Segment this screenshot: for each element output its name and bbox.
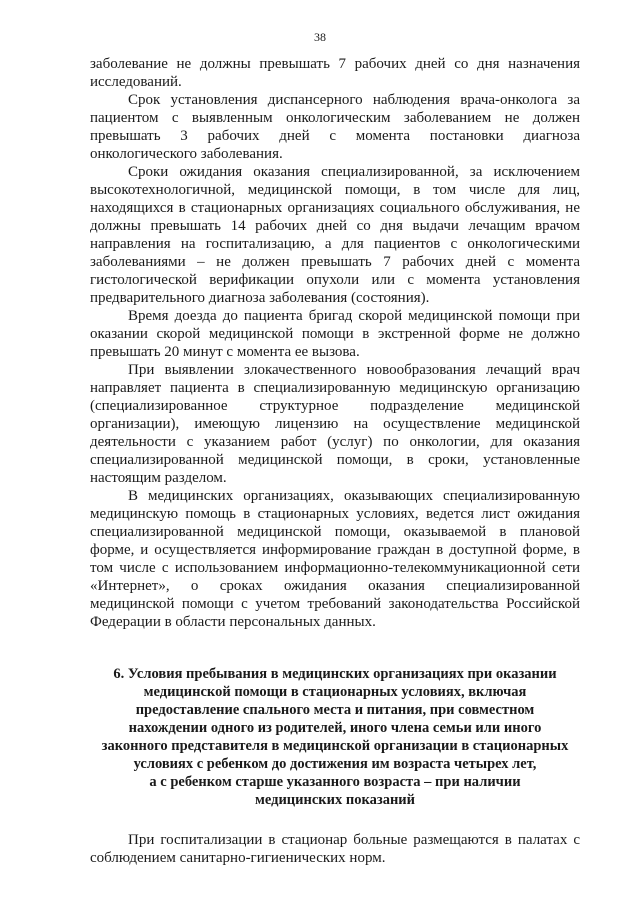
text-line: заболеваниями – не должен превышать 7 рабочих дней с момента: [90, 254, 580, 270]
paragraph: [90, 307, 580, 361]
text-line: (специализированное структурное подразделение медицинской: [90, 398, 580, 414]
paragraph: [90, 361, 580, 487]
text-line: настоящим разделом.: [90, 470, 227, 486]
text-line: Срок установления диспансерного наблюдения врача-онколога за: [128, 92, 580, 108]
text-line: специализированной медицинской помощи, оказываемой в плановой: [90, 524, 580, 540]
text-line: том числе с использованием информационно-телекоммуникационной сети: [90, 560, 580, 576]
heading-line: условиях с ребенком до достижения им возраста четырех лет,: [133, 756, 537, 772]
heading-line: предоставление спального места и питания, при совместном: [135, 702, 535, 718]
text-line: деятельности с указанием работ (услуг) по онкологии, для оказания: [90, 434, 580, 450]
text-line: «Интернет», о сроках ожидания оказания специализированной: [90, 578, 580, 594]
text-line: Время доезда до пациента бригад скорой медицинской помощи при: [128, 308, 580, 324]
paragraph: [90, 487, 580, 631]
heading-line: медицинской помощи в стационарных условиях, включая: [143, 684, 527, 700]
text-line: направляет пациента в специализированную медицинскую организацию: [90, 380, 580, 396]
heading-line: законного представителя в медицинской организации в стационарных: [101, 738, 569, 754]
text-line: специализированной медицинской помощи, в сроки, установленные: [90, 452, 580, 468]
text-line: гистологической верификации опухоли или с момента установления: [90, 272, 580, 288]
text-line: высокотехнологичной, медицинской помощи, в том числе для лиц,: [90, 182, 580, 198]
page-number: 38: [314, 30, 326, 44]
text-line: должны превышать 14 рабочих дней со дня выдачи лечащим врачом: [90, 218, 580, 234]
text-line: предварительного диагноза заболевания (состояния).: [90, 290, 430, 306]
text-line: заболевание не должны превышать 7 рабочих дней со дня назначения: [90, 56, 580, 72]
text-line: Сроки ожидания оказания специализированной, за исключением: [128, 164, 580, 180]
text-line: форме, и осуществляется информирование граждан в доступной форме, в: [90, 542, 580, 558]
text-line: организации), имеющую лицензию на осуществление медицинской: [90, 416, 580, 432]
text-line: оказании скорой медицинской помощи в экстренной форме не должно: [90, 326, 580, 342]
text-line: В медицинских организациях, оказывающих специализированную: [128, 488, 580, 504]
section-heading: [90, 665, 580, 809]
text-line: направления на госпитализацию, а для пациентов с онкологическими: [90, 236, 580, 252]
text-line: превышать 3 рабочих дней с момента постановки диагноза: [90, 128, 580, 144]
document-body: [90, 55, 580, 867]
text-line: При госпитализации в стационар больные размещаются в палатах с: [128, 832, 580, 848]
section-spacer: [90, 631, 580, 665]
text-line: пациентом с выявленным онкологическим заболеванием не должен: [90, 110, 580, 126]
text-line: медицинской помощи с учетом требований законодательства Российской: [90, 596, 580, 612]
section-spacer: [90, 809, 580, 831]
text-line: Федерации в области персональных данных.: [90, 614, 376, 630]
paragraph: [90, 163, 580, 307]
text-line: онкологического заболевания.: [90, 146, 283, 162]
text-line: находящихся в стационарных организациях социального обслуживания, не: [90, 200, 580, 216]
paragraph: [90, 91, 580, 163]
text-line: При выявлении злокачественного новообразования лечащий врач: [128, 362, 580, 378]
paragraph: [90, 831, 580, 867]
text-line: медицинскую помощь в стационарных условиях, ведется лист ожидания: [90, 506, 580, 522]
text-line: исследований.: [90, 74, 182, 90]
paragraph: [90, 55, 580, 91]
text-line: превышать 20 минут с момента ее вызова.: [90, 344, 360, 360]
heading-line: а с ребенком старше указанного возраста – при наличии: [149, 774, 521, 790]
heading-line: медицинских показаний: [254, 792, 416, 808]
text-line: соблюдением санитарно-гигиенических норм.: [90, 850, 386, 866]
heading-line: нахождении одного из родителей, иного члена семьи или иного: [128, 720, 542, 736]
heading-line: 6. Условия пребывания в медицинских организациях при оказании: [113, 666, 557, 682]
